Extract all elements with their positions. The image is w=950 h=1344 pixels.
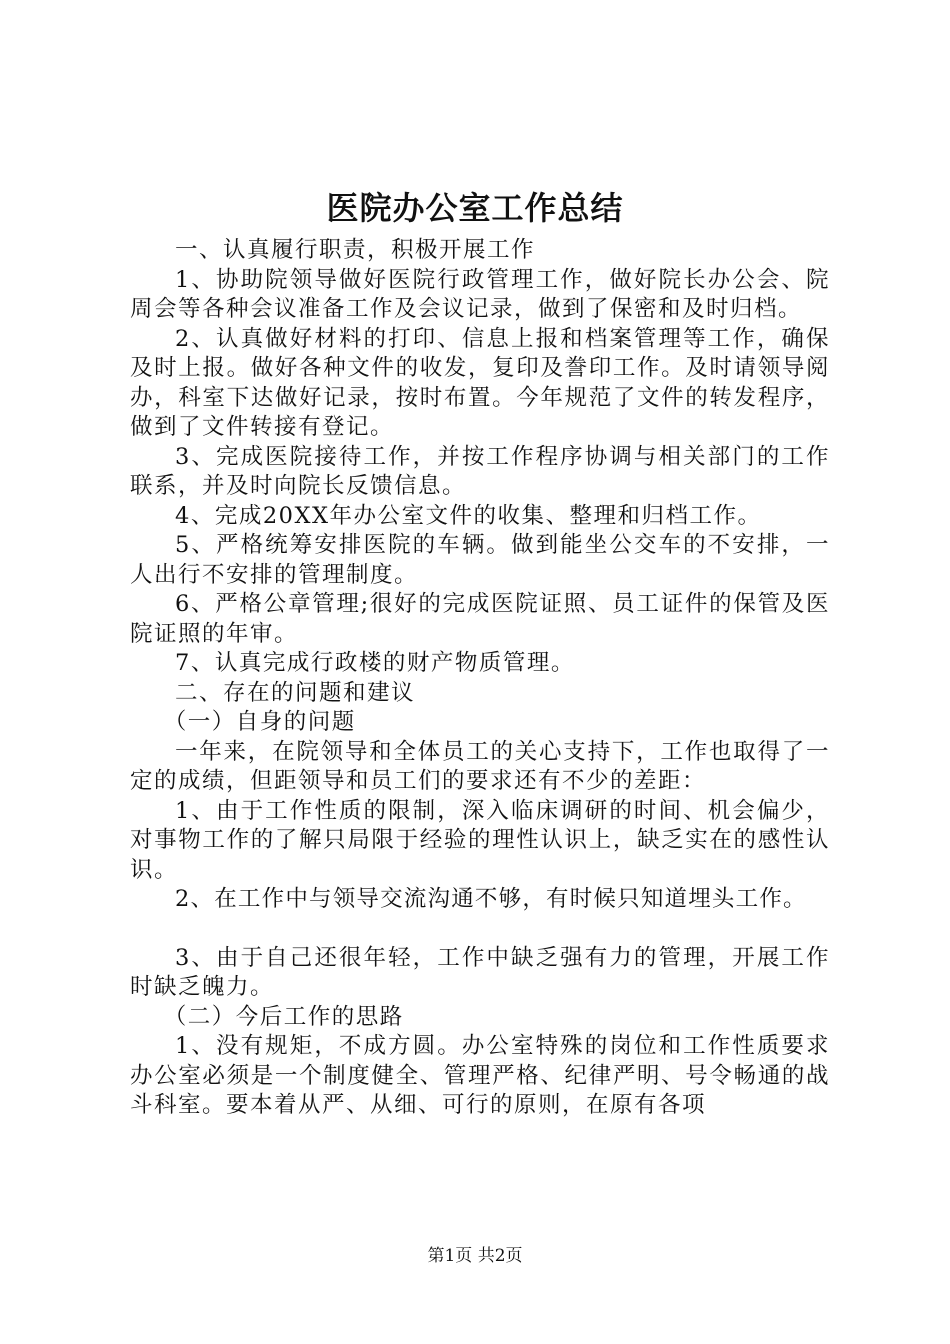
paragraph-12: 1、没有规矩，不成方圆。办公室特殊的岗位和工作性质要求办公室必须是一个制度健全、管理严格、纪律严明、号令畅通的战斗科室。要本着从严、从细、可行的原则，在原有各项 <box>130 1033 830 1118</box>
subsection-heading-2: （二）今后工作的思路 <box>163 1003 404 1030</box>
section-heading-1: 一、认真履行职责，积极开展工作 <box>175 237 536 263</box>
paragraph-5: 5、严格统筹安排医院的车辆。做到能坐公交车的不安排，一人出行不安排的管理制度。 <box>130 532 830 588</box>
paragraph-11: 3、由于自己还很年轻，工作中缺乏强有力的管理，开展工作时缺乏魄力。 <box>130 944 830 1000</box>
document-title: 医院办公室工作总结 <box>326 189 624 227</box>
paragraph-10: 2、在工作中与领导交流沟通不够，有时候只知道埋头工作。 <box>175 886 807 912</box>
paragraph-8: 一年来，在院领导和全体员工的关心支持下，工作也取得了一定的成绩，但距领导和员工们的要求还有不少的差距： <box>130 738 830 794</box>
paragraph-9: 1、由于工作性质的限制，深入临床调研的时间、机会偏少，对事物工作的了解只局限于经验的理性认识上，缺乏实在的感性认识。 <box>130 797 830 883</box>
paragraph-4: 4、完成20XX年办公室文件的收集、整理和归档工作。 <box>175 502 762 529</box>
document-body <box>130 236 830 1121</box>
paragraph-3: 3、完成医院接待工作，并按工作程序协调与相关部门的工作联系，并及时向院长反馈信息。 <box>130 443 830 499</box>
subsection-heading-1: （一）自身的问题 <box>163 709 356 735</box>
paragraph-2: 2、认真做好材料的打印、信息上报和档案管理等工作，确保及时上报。做好各种文件的收发，复印及誊印工作。及时请领导阅办，科室下达做好记录，按时布置。今年规范了文件的转发程序，做到了文件转接有登记。 <box>130 325 830 440</box>
section-heading-2: 二、存在的问题和建议 <box>175 679 416 706</box>
paragraph-1: 1、协助院领导做好医院行政管理工作，做好院长办公会、院周会等各种会议准备工作及会议记录，做到了保密和及时归档。 <box>130 266 830 322</box>
paragraph-6: 6、严格公章管理;很好的完成医院证照、员工证件的保管及医院证照的年审。 <box>130 591 830 647</box>
page-footer: 第1页 共2页 <box>427 1246 523 1266</box>
paragraph-7: 7、认真完成行政楼的财产物质管理。 <box>175 650 575 676</box>
